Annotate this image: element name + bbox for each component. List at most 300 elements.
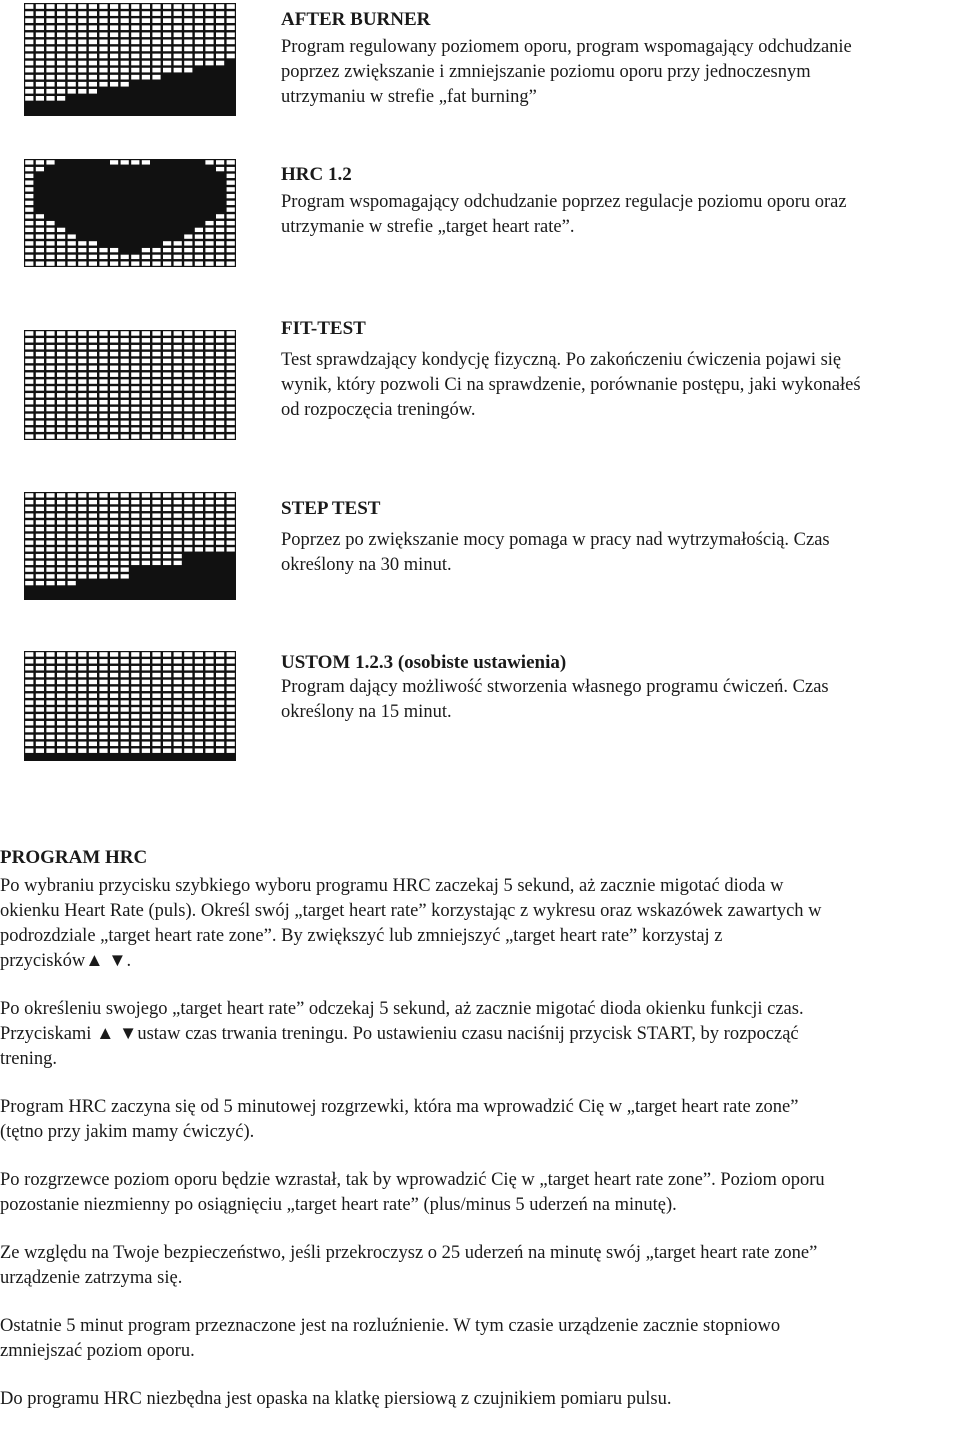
grid-cell <box>216 11 224 16</box>
grid-cell <box>152 748 160 752</box>
grid-cell <box>46 400 54 404</box>
grid-cell <box>89 82 97 87</box>
grid-cell <box>205 379 213 383</box>
grid-cell <box>99 742 107 746</box>
grid-cell <box>25 421 33 425</box>
grid-cell <box>57 366 65 370</box>
grid-cell <box>152 345 160 349</box>
grid-cell <box>174 520 182 524</box>
grid-cell <box>78 673 86 677</box>
grid-cell <box>174 4 182 9</box>
grid-cell <box>174 352 182 356</box>
grid-cell <box>142 68 150 73</box>
grid-cell <box>78 352 86 356</box>
grid-cell <box>110 534 118 538</box>
grid-cell <box>142 507 150 511</box>
grid-cell <box>184 414 192 418</box>
grid-cell <box>142 40 150 45</box>
grid-cell <box>205 255 213 259</box>
grid-cell <box>110 352 118 356</box>
grid-cell <box>25 574 33 578</box>
paragraph-line: Przyciskami ▲ ▼ustaw czas trwania treningu. Po ustawieniu czasu naciśnij przycisk START, by rozpocząć <box>0 1024 799 1044</box>
grid-cell <box>216 652 224 656</box>
grid-cell <box>36 160 44 164</box>
grid-cell <box>205 4 213 9</box>
grid-cell <box>25 493 33 497</box>
grid-cell <box>78 54 86 59</box>
grid-cell <box>89 386 97 390</box>
grid-cell <box>163 520 171 524</box>
grid-cell <box>227 735 235 739</box>
grid-cell <box>110 434 118 438</box>
grid-cell <box>163 735 171 739</box>
grid-cell <box>152 652 160 656</box>
grid-cell <box>121 18 129 23</box>
grid-cell <box>227 687 235 691</box>
paragraph-line: Ostatnie 5 minut program przeznaczone jest na rozluźnienie. W tym czasie urządzenie zacznie stopniowo <box>0 1316 781 1336</box>
grid-cell <box>131 520 139 524</box>
grid-cell <box>36 61 44 66</box>
grid-cell <box>174 359 182 363</box>
grid-cell <box>57 379 65 383</box>
grid-cell <box>25 520 33 524</box>
grid-cell <box>227 345 235 349</box>
grid-cell <box>36 248 44 252</box>
grid-cell <box>25 180 33 184</box>
grid-cell <box>216 680 224 684</box>
grid-cell <box>46 707 54 711</box>
grid-cell <box>142 687 150 691</box>
grid-cell <box>216 673 224 677</box>
grid-cell <box>195 331 203 335</box>
grid-cell <box>99 75 107 80</box>
grid-cell <box>36 228 44 232</box>
grid-cell <box>110 728 118 732</box>
grid-cell <box>46 255 54 259</box>
grid-cell <box>36 11 44 16</box>
grid-cell <box>131 547 139 551</box>
grid-cell <box>216 721 224 725</box>
grid-cell <box>78 241 86 245</box>
grid-cell <box>57 574 65 578</box>
grid-cell <box>68 547 76 551</box>
grid-cell <box>68 527 76 531</box>
grid-cell <box>131 687 139 691</box>
grid-cell <box>89 513 97 517</box>
grid-cell <box>163 40 171 45</box>
grid-cell <box>163 248 171 252</box>
grid-cell <box>46 721 54 725</box>
grid-cell <box>121 75 129 80</box>
grid-cell <box>184 652 192 656</box>
grid-cell <box>57 228 65 232</box>
grid-cell <box>205 427 213 431</box>
grid-cell <box>68 338 76 342</box>
grid-cell <box>57 75 65 80</box>
grid-cell <box>78 386 86 390</box>
grid-cell <box>205 400 213 404</box>
grid-cell <box>184 742 192 746</box>
grid-cell <box>36 500 44 504</box>
grid-cell <box>195 707 203 711</box>
grid-cell <box>205 534 213 538</box>
grid-cell <box>68 581 76 585</box>
grid-cell <box>121 687 129 691</box>
grid-cell <box>25 386 33 390</box>
grid-cell <box>184 421 192 425</box>
grid-cell <box>227 187 235 191</box>
grid-cell <box>36 221 44 225</box>
grid-cell <box>78 748 86 752</box>
grid-cell <box>174 366 182 370</box>
grid-cell <box>174 673 182 677</box>
grid-cell <box>163 721 171 725</box>
grid-cell <box>142 160 150 164</box>
grid-cell <box>57 32 65 37</box>
grid-cell <box>216 160 224 164</box>
grid-cell <box>25 567 33 571</box>
grid-cell <box>142 338 150 342</box>
grid-cell <box>195 393 203 397</box>
grid-cell <box>163 554 171 558</box>
grid-cell <box>163 11 171 16</box>
grid-cell <box>163 18 171 23</box>
grid-cell <box>216 707 224 711</box>
grid-cell <box>25 338 33 342</box>
paragraph-line: Do programu HRC niezbędna jest opaska na klatkę piersiową z czujnikiem pomiaru pulsu. <box>0 1389 672 1409</box>
grid-cell <box>174 421 182 425</box>
grid-cell <box>152 673 160 677</box>
grid-cell <box>46 700 54 704</box>
grid-cell <box>131 407 139 411</box>
grid-cell <box>46 427 54 431</box>
grid-cell <box>78 427 86 431</box>
grid-cell <box>99 47 107 52</box>
grid-cell <box>25 366 33 370</box>
grid-cell <box>110 652 118 656</box>
grid-cell <box>99 366 107 370</box>
grid-cell <box>36 534 44 538</box>
program-desc-line: od rozpoczęcia treningów. <box>281 400 476 420</box>
grid-cell <box>227 540 235 544</box>
step-test-profile-icon <box>24 492 236 600</box>
grid-cell <box>36 167 44 171</box>
grid-cell <box>121 507 129 511</box>
grid-cell <box>57 248 65 252</box>
grid-cell <box>36 659 44 663</box>
grid-cell <box>68 513 76 517</box>
grid-cell <box>216 331 224 335</box>
grid-cell <box>89 359 97 363</box>
grid-cell <box>99 714 107 718</box>
grid-cell <box>25 54 33 59</box>
grid-cell <box>121 742 129 746</box>
grid-cell <box>131 742 139 746</box>
grid-cell <box>195 241 203 245</box>
grid-cell <box>131 707 139 711</box>
grid-cell <box>216 666 224 670</box>
grid-cell <box>78 666 86 670</box>
grid-cell <box>163 261 171 265</box>
grid-cell <box>174 18 182 23</box>
grid-cell <box>184 372 192 376</box>
grid-cell <box>152 379 160 383</box>
grid-cell <box>152 352 160 356</box>
grid-cell <box>142 54 150 59</box>
grid-cell <box>152 554 160 558</box>
grid-cell <box>152 561 160 565</box>
grid-cell <box>25 241 33 245</box>
grid-cell <box>163 421 171 425</box>
grid-cell <box>163 659 171 663</box>
grid-cell <box>68 666 76 670</box>
grid-cell <box>68 331 76 335</box>
grid-cell <box>46 507 54 511</box>
grid-cell <box>25 174 33 178</box>
grid-cell <box>121 567 129 571</box>
grid-cell <box>121 379 129 383</box>
grid-cell <box>142 359 150 363</box>
grid-cell <box>142 248 150 252</box>
grid-cell <box>184 366 192 370</box>
program-desc-line: Program regulowany poziomem oporu, program wspomagający odchudzanie <box>281 37 852 57</box>
grid-cell <box>121 61 129 66</box>
grid-cell <box>227 18 235 23</box>
grid-cell <box>205 493 213 497</box>
grid-cell <box>57 666 65 670</box>
grid-cell <box>142 11 150 16</box>
grid-cell <box>174 735 182 739</box>
grid-cell <box>142 721 150 725</box>
grid-cell <box>57 47 65 52</box>
grid-cell <box>152 54 160 59</box>
grid-cell <box>227 11 235 16</box>
grid-cell <box>99 540 107 544</box>
grid-cell <box>227 174 235 178</box>
grid-cell <box>131 527 139 531</box>
grid-cell <box>195 400 203 404</box>
grid-cell <box>99 25 107 30</box>
grid-cell <box>110 427 118 431</box>
grid-cell <box>68 75 76 80</box>
grid-cell <box>89 18 97 23</box>
grid-cell <box>195 427 203 431</box>
grid-cell <box>110 248 118 252</box>
grid-cell <box>25 742 33 746</box>
paragraph-line: Po wybraniu przycisku szybkiego wyboru programu HRC zaczekaj 5 sekund, aż zacznie migotać dioda w <box>0 876 784 896</box>
grid-cell <box>227 331 235 335</box>
grid-cell <box>99 338 107 342</box>
grid-cell <box>36 666 44 670</box>
grid-cell <box>163 359 171 363</box>
grid-cell <box>131 414 139 418</box>
grid-cell <box>216 500 224 504</box>
grid-cell <box>110 407 118 411</box>
grid-cell <box>68 427 76 431</box>
grid-cell <box>25 500 33 504</box>
grid-cell <box>68 680 76 684</box>
grid-cell <box>25 11 33 16</box>
grid-cell <box>121 673 129 677</box>
grid-cell <box>195 372 203 376</box>
grid-cell <box>46 554 54 558</box>
grid-cell <box>121 554 129 558</box>
grid-cell <box>184 25 192 30</box>
grid-cell <box>131 372 139 376</box>
grid-cell <box>174 11 182 16</box>
grid-cell <box>184 534 192 538</box>
grid-cell <box>36 261 44 265</box>
grid-cell <box>174 241 182 245</box>
grid-cell <box>68 700 76 704</box>
grid-cell <box>68 40 76 45</box>
grid-cell <box>163 513 171 517</box>
grid-cell <box>152 434 160 438</box>
grid-cell <box>68 11 76 16</box>
grid-cell <box>152 40 160 45</box>
grid-cell <box>78 680 86 684</box>
grid-cell <box>110 11 118 16</box>
grid-cell <box>25 581 33 585</box>
grid-cell <box>131 11 139 16</box>
grid-cell <box>174 338 182 342</box>
grid-cell <box>205 54 213 59</box>
grid-cell <box>152 427 160 431</box>
grid-cell <box>78 25 86 30</box>
grid-cell <box>205 748 213 752</box>
grid-cell <box>184 427 192 431</box>
grid-cell <box>57 693 65 697</box>
grid-cell <box>174 386 182 390</box>
grid-cell <box>36 513 44 517</box>
grid-cell <box>36 89 44 94</box>
grid-cell <box>25 547 33 551</box>
grid-cell <box>110 40 118 45</box>
grid-cell <box>195 434 203 438</box>
grid-cell <box>142 255 150 259</box>
grid-cell <box>25 352 33 356</box>
grid-cell <box>110 18 118 23</box>
grid-cell <box>46 345 54 349</box>
grid-cell <box>46 493 54 497</box>
grid-cell <box>57 352 65 356</box>
grid-cell <box>36 214 44 218</box>
grid-cell <box>46 160 54 164</box>
grid-cell <box>46 221 54 225</box>
grid-cell <box>163 707 171 711</box>
grid-cell <box>216 434 224 438</box>
grid-cell <box>227 714 235 718</box>
grid-cell <box>205 721 213 725</box>
grid-cell <box>68 25 76 30</box>
grid-cell <box>205 338 213 342</box>
grid-cell <box>57 561 65 565</box>
grid-cell <box>78 379 86 383</box>
grid-cell <box>152 47 160 52</box>
grid-cell <box>25 331 33 335</box>
grid-cell <box>131 513 139 517</box>
grid-cell <box>121 748 129 752</box>
grid-cell <box>121 68 129 73</box>
grid-cell <box>36 372 44 376</box>
grid-cell <box>152 707 160 711</box>
grid-cell <box>163 372 171 376</box>
grid-cell <box>46 68 54 73</box>
grid-cell <box>36 561 44 565</box>
grid-cell <box>142 493 150 497</box>
grid-cell <box>57 345 65 349</box>
grid-cell <box>89 652 97 656</box>
grid-cell <box>227 520 235 524</box>
grid-cell <box>131 540 139 544</box>
grid-cell <box>174 47 182 52</box>
grid-cell <box>57 567 65 571</box>
grid-cell <box>163 527 171 531</box>
grid-cell <box>174 372 182 376</box>
grid-cell <box>36 407 44 411</box>
grid-cell <box>227 32 235 37</box>
grid-cell <box>142 345 150 349</box>
grid-cell <box>25 554 33 558</box>
grid-cell <box>163 338 171 342</box>
grid-cell <box>78 507 86 511</box>
grid-cell <box>174 742 182 746</box>
grid-cell <box>152 255 160 259</box>
grid-cell <box>110 54 118 59</box>
grid-cell <box>99 407 107 411</box>
grid-cell <box>36 427 44 431</box>
grid-cell <box>142 261 150 265</box>
grid-cell <box>99 352 107 356</box>
grid-cell <box>131 728 139 732</box>
grid-cell <box>57 728 65 732</box>
grid-cell <box>152 372 160 376</box>
grid-cell <box>78 338 86 342</box>
grid-cell <box>152 666 160 670</box>
grid-cell <box>78 735 86 739</box>
grid-cell <box>25 96 33 101</box>
grid-cell <box>216 47 224 52</box>
grid-cell <box>163 666 171 670</box>
grid-cell <box>89 68 97 73</box>
grid-cell <box>184 379 192 383</box>
grid-cell <box>36 434 44 438</box>
grid-cell <box>110 421 118 425</box>
grid-cell <box>78 261 86 265</box>
grid-cell <box>110 520 118 524</box>
grid-cell <box>216 32 224 37</box>
grid-cell <box>78 18 86 23</box>
program-desc-line: wynik, który pozwoli Ci na sprawdzenie, porównanie postępu, jaki wykonałeś <box>281 375 861 395</box>
grid-cell <box>174 500 182 504</box>
grid-cell <box>68 659 76 663</box>
grid-cell <box>227 748 235 752</box>
grid-cell <box>110 659 118 663</box>
grid-cell <box>68 372 76 376</box>
grid-cell <box>205 659 213 663</box>
grid-cell <box>163 680 171 684</box>
grid-cell <box>25 40 33 45</box>
grid-cell <box>68 241 76 245</box>
grid-cell <box>216 534 224 538</box>
grid-cell <box>78 520 86 524</box>
grid-cell <box>68 379 76 383</box>
grid-cell <box>46 693 54 697</box>
grid-cell <box>227 652 235 656</box>
grid-cell <box>131 261 139 265</box>
grid-cell <box>78 32 86 37</box>
grid-cell <box>216 527 224 531</box>
